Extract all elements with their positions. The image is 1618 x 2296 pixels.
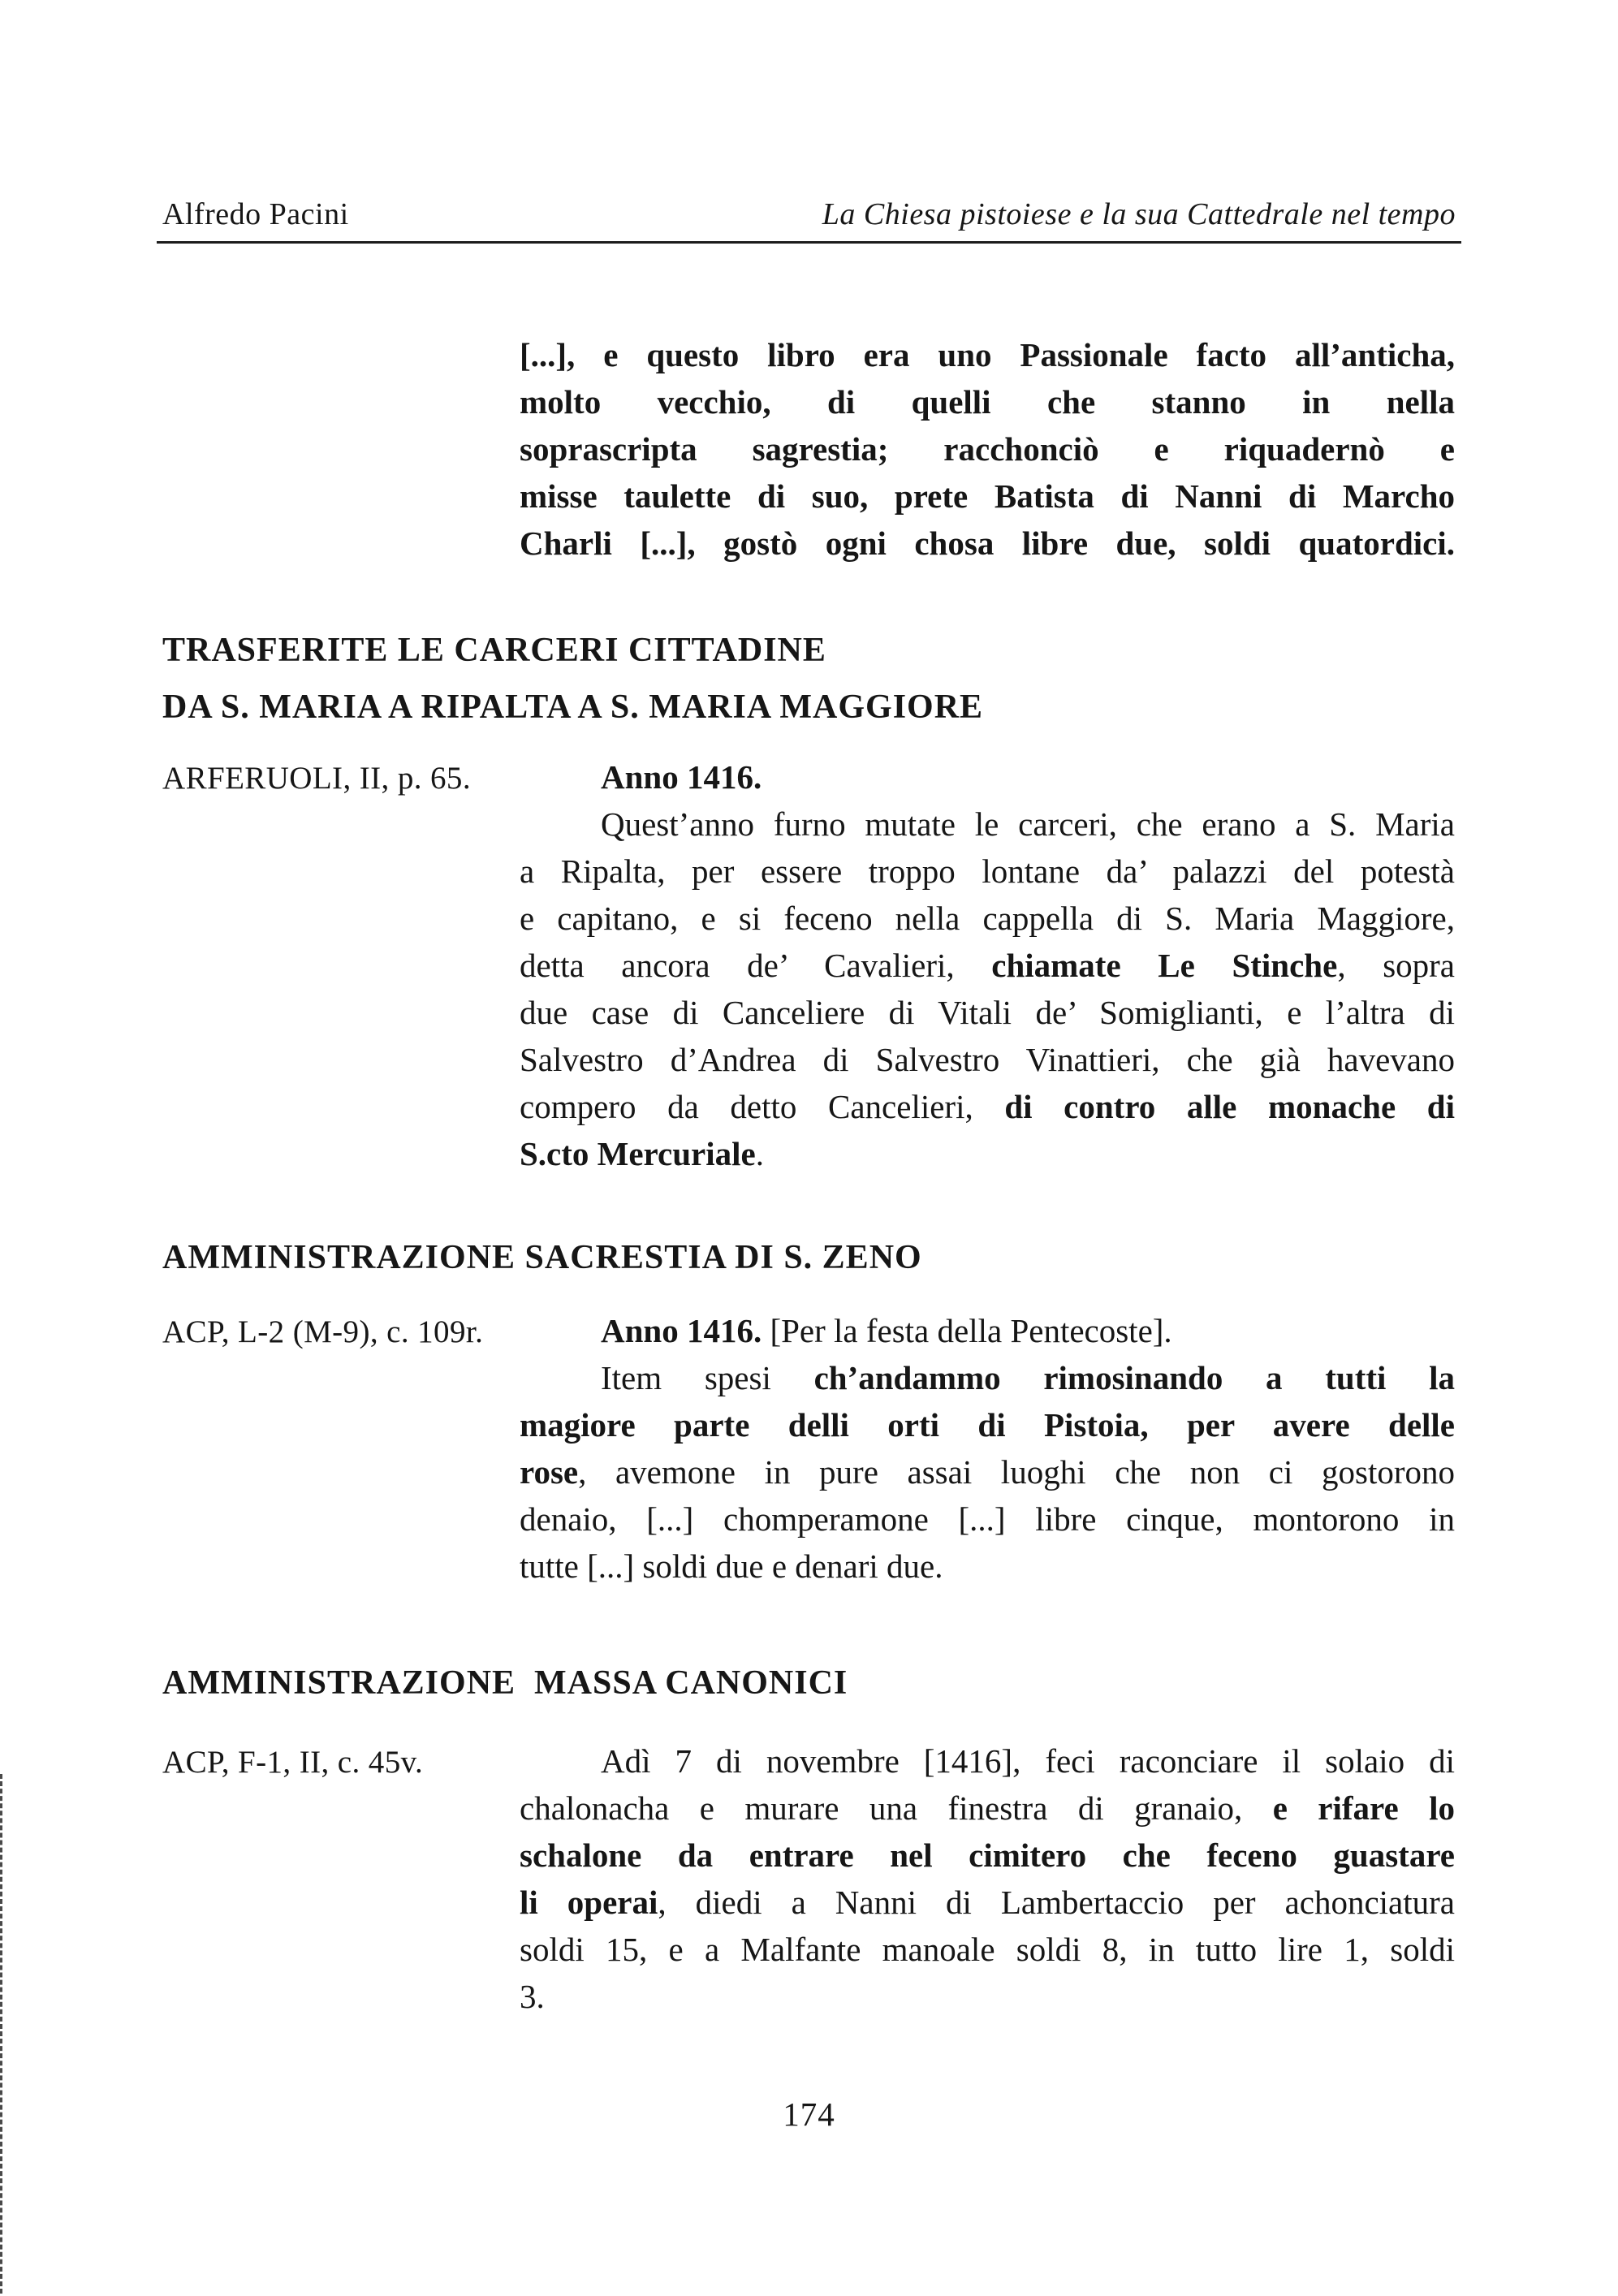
text-line [520,1130,1455,1177]
text-line [520,1036,1455,1083]
text-run: . [755,1135,764,1172]
bold-text-run: ch’andammo rimosinando a tutti la [813,1359,1456,1396]
section-heading-line: DA S. MARIA A RIPALTA A S. MARIA MAGGIORE [162,688,984,726]
text-run: , sopra [1337,947,1455,984]
text-run: soldi 15, e a Malfante manoale soldi 8, in tutto lire 1, soldi [520,1931,1455,1968]
section-heading [162,622,983,736]
bold-text-run: di contro alle monache di [1004,1088,1455,1125]
bold-text-run: Anno 1416. [601,1312,762,1349]
text-line [520,331,1455,378]
text-line [520,1307,1455,1354]
text-run: Item spesi [601,1359,814,1396]
section-heading-line: TRASFERITE LE CARCERI CITTADINE [162,632,826,669]
section-paragraph [520,1737,1455,2020]
text-line [520,801,1455,848]
text-line [520,425,1455,473]
bold-text-run: Charli [...], gostò ogni chosa libre due, soldi quatordici. [520,524,1455,562]
text-line [520,942,1455,989]
bold-text-run: molto vecchio, di quelli che stanno in nella [520,383,1455,421]
bold-text-run: li operai [520,1884,658,1921]
scan-edge-artifact [0,1774,2,2294]
text-run: a Ripalta, per essere troppo lontane da’ palazzi del potestà [520,852,1455,890]
source-note: ACP, F-1, II, c. 45v. [162,1745,424,1780]
text-run: 3. [520,1978,545,2015]
page-number: 174 [783,2095,835,2133]
text-run: e capitano, e si feceno nella cappella di S. Maria Maggiore, [520,900,1455,937]
section-heading-line: AMMINISTRAZIONE SACRESTIA DI S. ZENO [162,1239,922,1276]
text-run: Quest’anno furno mutate le carceri, che erano a S. Maria [601,805,1455,843]
bold-text-run: magiore parte delli orti di Pistoia, per avere delle [520,1406,1455,1444]
source-note: ACP, L-2 (M-9), c. 109r. [162,1314,484,1349]
bold-text-run: soprascripta sagrestia; racchonciò e riquadernò e [520,430,1455,468]
source-note: ARFERUOLI, II, p. 65. [162,761,471,796]
section-paragraph [520,1307,1455,1590]
bold-text-run: rose [520,1453,579,1491]
header-author: Alfredo Pacini [162,197,349,231]
section-paragraph [520,753,1455,1177]
text-line [520,1785,1455,1832]
text-run: [Per la festa della Pentecoste]. [762,1312,1172,1349]
text-run: , diedi a Nanni di Lambertaccio per achonciatura [658,1884,1455,1921]
text-run: chalonacha e murare una finestra di granaio, [520,1789,1273,1827]
text-run: Salvestro d’Andrea di Salvestro Vinattieri, che già havevano [520,1041,1455,1078]
text-line [520,1832,1455,1879]
bold-text-run: [...], e questo libro era uno Passionale facto all’anticha, [520,336,1455,373]
bold-text-run: schalone da entrare nel cimitero che feceno guastare [520,1836,1455,1874]
text-line [520,1495,1455,1543]
text-line [520,848,1455,895]
bold-text-run: e rifare lo [1272,1789,1455,1827]
text-run: tutte [...] soldi due e denari due. [520,1547,943,1585]
text-line [520,378,1455,425]
text-run: due case di Canceliere di Vitali de’ Somiglianti, e l’altra di [520,994,1455,1031]
text-line [520,1083,1455,1130]
bold-text-run: misse taulette di suo, prete Batista di Nanni di Marcho [520,477,1455,515]
text-run: Adì 7 di novembre [1416], feci raconciare il solaio di [601,1742,1455,1780]
bold-text-run: chiamate Le Stinche [991,947,1338,984]
text-line [520,989,1455,1036]
text-line [520,1737,1455,1785]
text-line [520,1401,1455,1448]
text-line [520,1543,1455,1590]
text-line [520,1448,1455,1495]
text-line [520,1879,1455,1926]
bold-text-run: S.cto Mercuriale [520,1135,756,1172]
header-rule [157,241,1461,244]
bold-text-run: Anno 1416. [601,758,762,796]
text-run: denaio, [...] chomperamone [...] libre cinque, montorono in [520,1500,1455,1538]
section-heading-line: AMMINISTRAZIONE MASSA CANONICI [162,1664,848,1702]
text-line [520,473,1455,520]
section-heading [162,1229,922,1286]
text-line [520,895,1455,942]
text-run: detta ancora de’ Cavalieri, [520,947,992,984]
section-heading [162,1655,848,1711]
text-line [520,520,1455,567]
text-line [520,1354,1455,1401]
text-run: compero da detto Cancelieri, [520,1088,1005,1125]
text-line [520,1973,1455,2020]
text-line [520,1926,1455,1973]
quote-paragraph [520,331,1455,567]
text-line [520,753,1455,801]
header-book-title: La Chiesa pistoiese e la sua Cattedrale nel tempo [822,197,1456,231]
text-run: , avemone in pure assai luoghi che non ci gostorono [578,1453,1455,1491]
